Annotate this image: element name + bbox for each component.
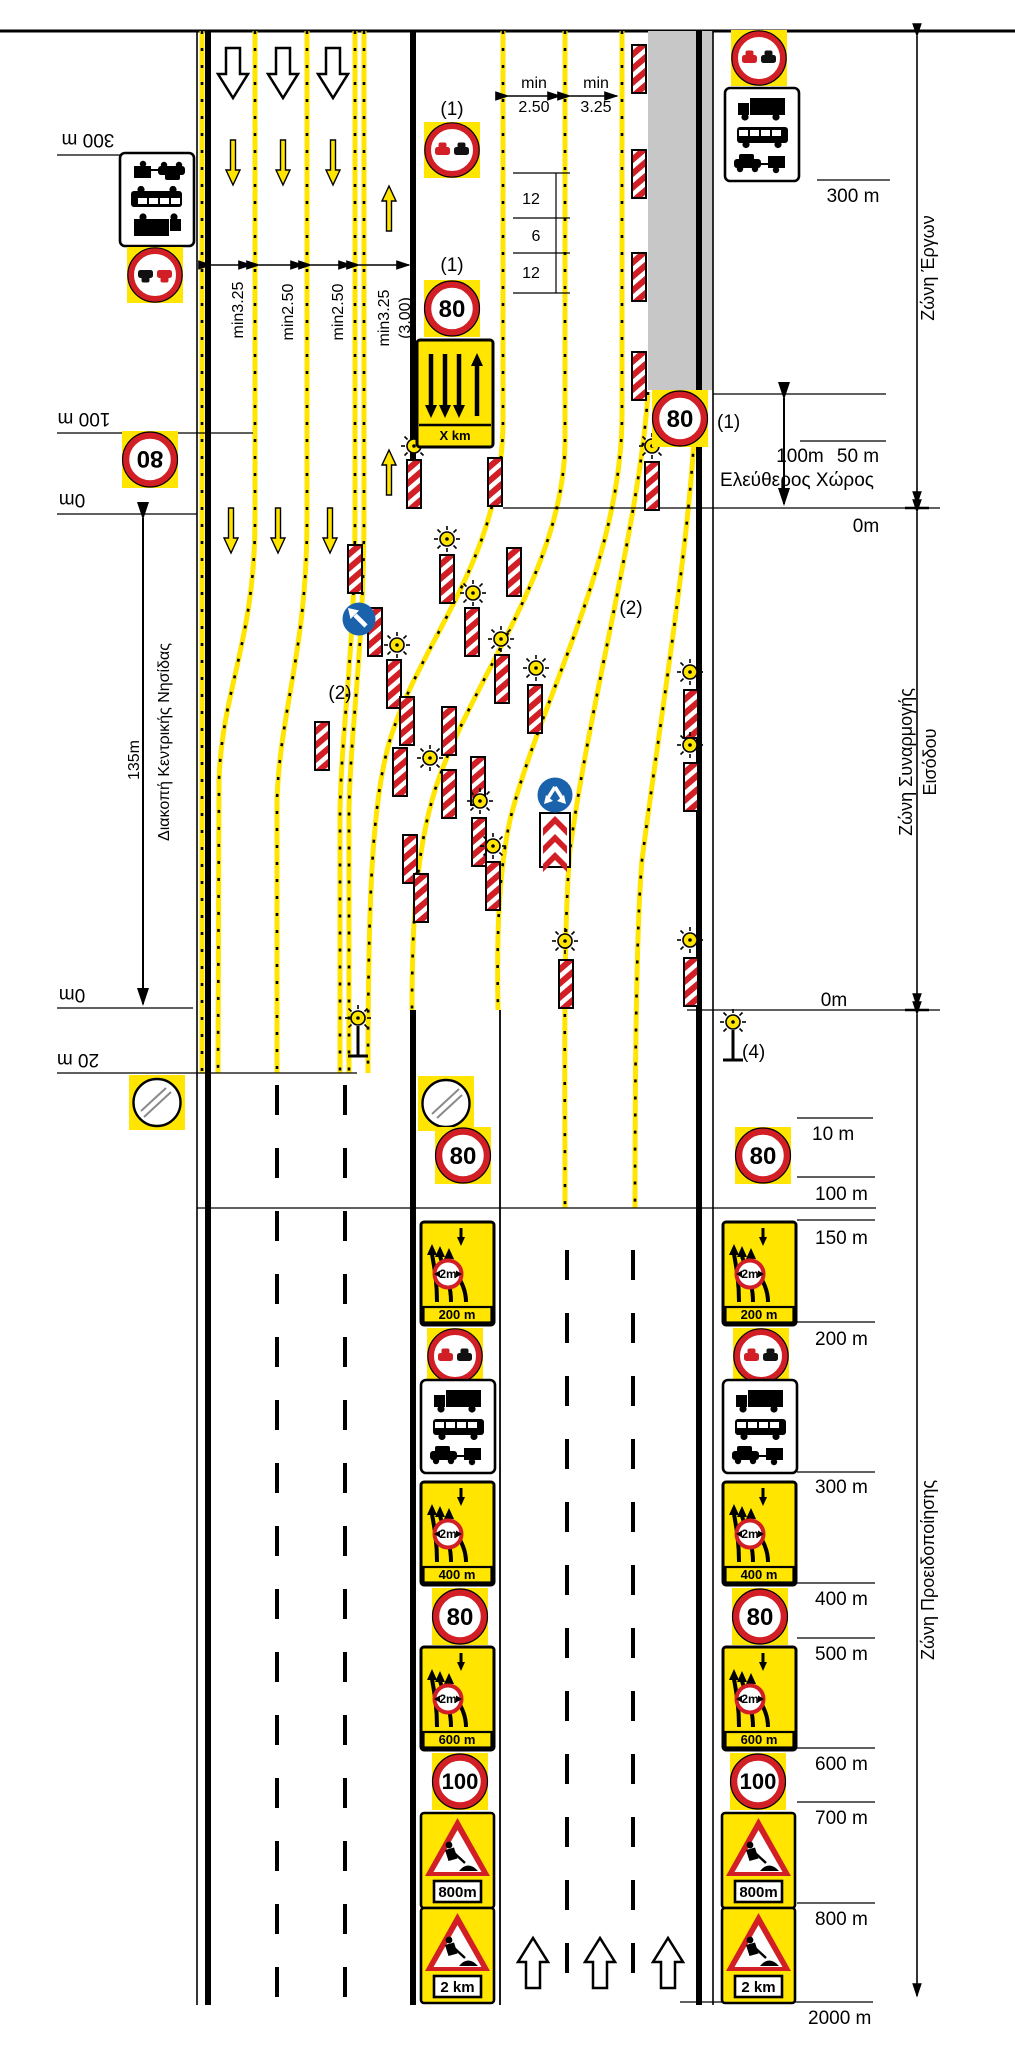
opp-end-restrictions-sign (129, 1075, 185, 1130)
barrier-panel (407, 454, 421, 516)
opposite-direction-annotations (57, 129, 194, 1130)
downstream-arrow (218, 48, 248, 98)
counterflow-board (417, 340, 493, 447)
warning-lamp (480, 833, 506, 859)
distance-100m: 100 m (815, 1184, 868, 1205)
distance-200m: 200 m (815, 1329, 868, 1350)
barrier-panel (414, 868, 428, 930)
no-overtaking-sign (731, 30, 787, 86)
svg-text:2 km: 2 km (440, 1979, 475, 1996)
annotation-lines (57, 155, 940, 2002)
svg-text:200 m: 200 m (438, 1307, 476, 1322)
barrier-panel (488, 452, 502, 514)
lane-shift-200-board (421, 1222, 494, 1325)
warning-lamp (677, 659, 703, 685)
opp-no-overtaking-sign (127, 247, 183, 303)
distance-50m: 50 m (836, 446, 880, 467)
svg-text:2m: 2m (439, 1267, 457, 1281)
zone-merge-line2: Εισόδου (920, 728, 940, 796)
warning-lamp (677, 732, 703, 758)
warning-lamp (488, 626, 514, 652)
dash-len-6: 6 (531, 228, 541, 245)
speed-80-sign (735, 1127, 791, 1184)
lane-shift-400-board (421, 1482, 494, 1585)
svg-text:100: 100 (739, 1769, 777, 1794)
end-restrictions-sign (418, 1076, 474, 1131)
temporary-yellow-markings (202, 31, 695, 1208)
opp-distance-100m: 100 m (57, 408, 111, 429)
barrier-panel (472, 812, 486, 874)
speed-80-sign (424, 280, 480, 337)
barrier-panel (632, 346, 646, 408)
no-overtaking-sign (424, 122, 480, 178)
warning-lamp (677, 927, 703, 953)
speed-80-sign (435, 1127, 491, 1184)
zone-merge-line1: Ζώνη Συναρμογής (896, 688, 916, 836)
svg-text:100: 100 (441, 1769, 479, 1794)
distance-0m: 0m (820, 990, 848, 1011)
lane-shift-600-board (421, 1647, 494, 1750)
keep-left-sign (343, 603, 376, 636)
barrier-panel (315, 716, 329, 778)
lane3-width: min2.50 (330, 283, 347, 341)
warning-lamp (417, 745, 443, 771)
warning-lamp (552, 928, 578, 954)
svg-text:80: 80 (666, 406, 694, 433)
warning-lamp (434, 526, 460, 552)
warning-lamp (384, 632, 410, 658)
distance-2000m: 2000 m (808, 2008, 872, 2029)
distance-400m: 400 m (815, 1589, 868, 1610)
lane4-width-alt: (3.00) (397, 297, 414, 339)
rlane2-min: min (583, 75, 609, 92)
opp-20m: 20 m (56, 1049, 100, 1070)
speed-100-sign (730, 1753, 786, 1810)
svg-text:800m: 800m (438, 1884, 477, 1901)
rlane1-width: 2.50 (518, 99, 550, 116)
note-1: (1) (717, 412, 741, 433)
median-break-label: Διακοπή Κεντρικής Νησίδας (156, 643, 173, 841)
warning-lamp (523, 655, 549, 681)
barrier-panel (559, 954, 573, 1016)
zone-work: Ζώνη Έργων (918, 215, 938, 321)
svg-text:400 m: 400 m (740, 1567, 778, 1582)
no-overtaking-sign (733, 1328, 789, 1384)
barrier-panel (400, 691, 414, 753)
lane-shift-200-board (723, 1222, 796, 1325)
speed-80-sign (732, 1588, 788, 1645)
downstream-arrow (318, 48, 348, 98)
rlane1-min: min (521, 75, 547, 92)
svg-text:200 m: 200 m (740, 1307, 778, 1322)
barrier-panel (632, 144, 646, 206)
barrier-panel (440, 549, 454, 611)
note-2-right: (2) (619, 598, 643, 619)
barrier-panel (645, 456, 659, 518)
zone-warning: Ζώνη Προειδοποίησης (918, 1479, 938, 1661)
opp-135m: 135m (126, 739, 143, 781)
vehicle-classes-sign (421, 1380, 495, 1473)
distance-600m: 600 m (815, 1754, 868, 1775)
distance-10m: 10 m (812, 1124, 855, 1145)
barrier-panel (393, 742, 407, 804)
svg-text:2m: 2m (439, 1692, 457, 1706)
distance-500m: 500 m (815, 1644, 868, 1665)
barrier-panel (465, 602, 479, 664)
barrier-panel (632, 247, 646, 309)
roadworks-800-sign (722, 1813, 795, 1908)
distance-150m: 150 m (815, 1228, 868, 1249)
roadworks-2km-sign (421, 1908, 494, 2003)
dimension-arrows (143, 36, 917, 1996)
note-1: (1) (440, 255, 464, 276)
barrier-panel (348, 539, 362, 601)
lane2-width: min2.50 (280, 283, 297, 341)
note-4: (4) (742, 1042, 766, 1063)
opp-speed-80-sign (122, 431, 178, 488)
barrier-panel (684, 757, 698, 819)
lane-shift-600-board (723, 1647, 796, 1750)
svg-text:2m: 2m (741, 1267, 759, 1281)
barrier-panel (486, 856, 500, 918)
barrier-panel (632, 39, 646, 101)
opp-vehicle-classes-sign (120, 153, 194, 246)
svg-text:2m: 2m (741, 1692, 759, 1706)
distance-300m: 300 m (815, 1477, 868, 1498)
svg-text:400 m: 400 m (438, 1567, 476, 1582)
roadway-lines (0, 31, 1015, 2005)
downstream-arrow (268, 48, 298, 98)
distance-800m: 800 m (815, 1909, 868, 1930)
no-overtaking-sign (427, 1328, 483, 1384)
vehicle-classes-sign (725, 88, 799, 181)
lane-width-labels (230, 75, 612, 346)
closed-work-area (648, 31, 713, 390)
roadworks-800-sign (421, 1813, 494, 1908)
note-1: (1) (440, 99, 464, 120)
svg-text:2m: 2m (439, 1527, 457, 1541)
svg-text:800m: 800m (739, 1884, 778, 1901)
svg-text:80: 80 (136, 445, 164, 472)
free-space-100m: 100m (776, 446, 824, 467)
distance-700m: 700 m (815, 1808, 868, 1829)
svg-text:80: 80 (449, 1143, 477, 1170)
svg-text:600 m: 600 m (438, 1732, 476, 1747)
svg-text:80: 80 (746, 1604, 774, 1631)
pass-either-side-sign (538, 778, 573, 873)
svg-text:2m: 2m (741, 1527, 759, 1541)
barrier-panel (495, 649, 509, 711)
opp-0m-bottom: 0m (58, 984, 86, 1005)
barrier-panel (684, 684, 698, 746)
lane4-width: min3.25 (376, 289, 393, 347)
upstream-arrow (518, 1938, 548, 1988)
roadworks-2km-sign (722, 1908, 795, 2003)
svg-text:80: 80 (446, 1604, 474, 1631)
speed-100-sign (432, 1753, 488, 1810)
svg-text:2 km: 2 km (741, 1979, 776, 1996)
barrier-panel (442, 701, 456, 763)
vehicle-classes-sign (723, 1380, 797, 1473)
warning-lamp (460, 580, 486, 606)
svg-text:80: 80 (749, 1143, 777, 1170)
right-sign-column (722, 30, 879, 2003)
barrier-panel (387, 654, 401, 716)
warning-lamp (467, 788, 493, 814)
svg-text:X km: X km (439, 428, 471, 443)
distance-0m-top: 0m (852, 516, 880, 537)
opp-distance-300m: 300 m (61, 129, 115, 150)
speed-80-sign (432, 1588, 488, 1645)
barrier-panel (528, 679, 542, 741)
dash-gap-12b: 12 (522, 265, 540, 282)
opp-0m: 0m (58, 489, 86, 510)
svg-text:80: 80 (438, 296, 466, 323)
svg-text:600 m: 600 m (740, 1732, 778, 1747)
upstream-arrow (585, 1938, 615, 1988)
barrier-panel (442, 764, 456, 826)
free-space-label: Ελεύθερος Χώρος (720, 470, 874, 491)
lane1-width: min3.25 (230, 281, 247, 339)
lane-shift-400-board (723, 1482, 796, 1585)
note-2-left: (2) (328, 683, 352, 704)
rlane2-width: 3.25 (580, 99, 612, 116)
chevron-board (540, 813, 570, 872)
zone-labels (896, 215, 940, 1660)
distance-300m-top: 300 m (826, 186, 880, 207)
dash-gap-12: 12 (522, 191, 540, 208)
barrier-panel (684, 952, 698, 1014)
upstream-arrow (653, 1938, 683, 1988)
speed-80-sign-workzone-end (652, 390, 708, 447)
median-sign-column (417, 99, 495, 2003)
barrier-panel (507, 542, 521, 604)
